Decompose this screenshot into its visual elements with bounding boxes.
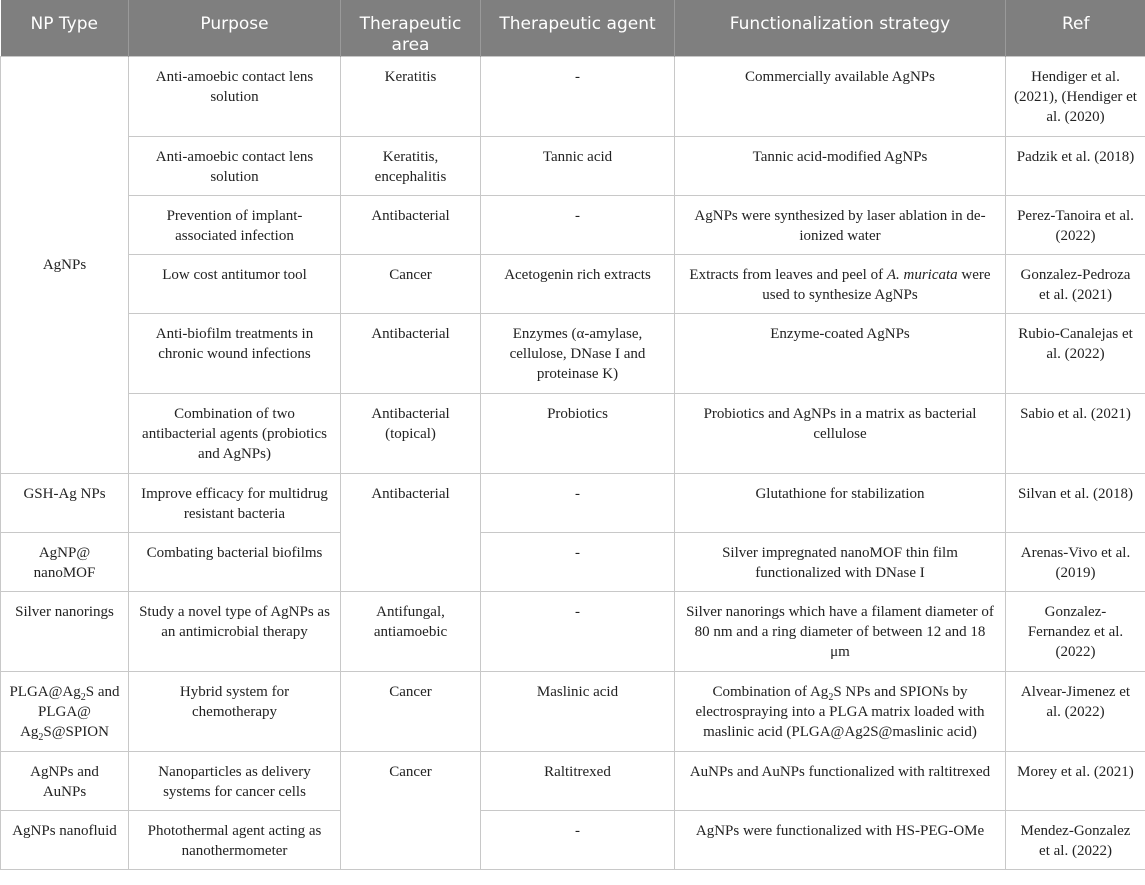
area-cell: Cancer (341, 255, 481, 314)
np-type-cell: Silver nanorings (1, 592, 129, 672)
agent-cell: Probiotics (481, 394, 675, 474)
purpose-cell: Photothermal agent acting as nanothermometer (129, 811, 341, 870)
area-cell: Antibacterial (341, 474, 481, 592)
area-cell: Antifungal, antiamoebic (341, 592, 481, 672)
np-text: PLGA@Ag (9, 684, 81, 700)
purpose-cell: Combination of two antibacterial agents (probiotics and AgNPs) (129, 394, 341, 474)
header-therapeutic-agent: Therapeutic agent (481, 0, 675, 57)
table-row (1, 474, 1145, 533)
strategy-cell: Probiotics and AgNPs in a matrix as bacterial cellulose (675, 394, 1006, 474)
purpose-cell: Nanoparticles as delivery systems for cancer cells (129, 752, 341, 811)
ref-cell: Hendiger et al. (2021), (Hendiger et al. (2020) (1006, 57, 1145, 137)
header-np-type: NP Type (1, 0, 129, 57)
purpose-cell: Anti-amoebic contact lens solution (129, 137, 341, 196)
subscript: 2 (80, 692, 86, 703)
area-cell: Antibacterial (topical) (341, 394, 481, 474)
purpose-cell: Anti-amoebic contact lens solution (129, 57, 341, 137)
strategy-cell: Commercially available AgNPs (675, 57, 1006, 137)
ref-cell: Arenas-Vivo et al. (2019) (1006, 533, 1145, 592)
np-type-cell: AgNPs and AuNPs (1, 752, 129, 811)
ref-cell: Padzik et al. (2018) (1006, 137, 1145, 196)
table-row (1, 811, 1145, 870)
strategy-cell: AuNPs and AuNPs functionalized with raltitrexed (675, 752, 1006, 811)
ref-cell: Mendez-Gonzalez et al. (2022) (1006, 811, 1145, 870)
strategy-text: Extracts from leaves and peel of (689, 267, 887, 283)
agent-cell: Enzymes (α-amylase, cellulose, DNase I and proteinase K) (481, 314, 675, 394)
table-row (1, 672, 1145, 752)
purpose-cell: Hybrid system for chemotherapy (129, 672, 341, 752)
strategy-cell: Glutathione for stabilization (675, 474, 1006, 533)
table-row (1, 533, 1145, 592)
agent-cell: - (481, 592, 675, 672)
agent-cell: Acetogenin rich extracts (481, 255, 675, 314)
purpose-cell: Anti-biofilm treatments in chronic wound infections (129, 314, 341, 394)
strategy-cell: AgNPs were functionalized with HS-PEG-OMe (675, 811, 1006, 870)
table-row (1, 752, 1145, 811)
purpose-cell: Low cost antitumor tool (129, 255, 341, 314)
np-type-cell: AgNP@ nanoMOF (1, 533, 129, 592)
strategy-cell (675, 255, 1006, 314)
np-text: S@SPION (43, 724, 109, 740)
strategy-cell: Silver impregnated nanoMOF thin film functionalized with DNase I (675, 533, 1006, 592)
agent-cell: Tannic acid (481, 137, 675, 196)
agent-cell: - (481, 196, 675, 255)
ref-cell: Gonzalez-Pedroza et al. (2021) (1006, 255, 1145, 314)
header-purpose: Purpose (129, 0, 341, 57)
ref-cell: Perez-Tanoira et al. (2022) (1006, 196, 1145, 255)
table-row (1, 255, 1145, 314)
ref-cell: Alvear-Jimenez et al. (2022) (1006, 672, 1145, 752)
subscript: 2 (828, 692, 834, 703)
ref-cell: Gonzalez-Fernandez et al. (2022) (1006, 592, 1145, 672)
table-row (1, 394, 1145, 474)
strategy-cell: Enzyme-coated AgNPs (675, 314, 1006, 394)
subscript: 2 (38, 732, 44, 743)
header-row (1, 0, 1145, 57)
np-type-cell: AgNPs nanofluid (1, 811, 129, 870)
strategy-cell: Silver nanorings which have a filament diameter of 80 nm and a ring diameter of between 12 and 18 μm (675, 592, 1006, 672)
species-name: A. muricata (886, 267, 958, 283)
np-type-cell (1, 672, 129, 752)
area-cell: Keratitis (341, 57, 481, 137)
np-type-cell: GSH-Ag NPs (1, 474, 129, 533)
ref-cell: Rubio-Canalejas et al. (2022) (1006, 314, 1145, 394)
ref-cell: Morey et al. (2021) (1006, 752, 1145, 811)
strategy-text: Combination of Ag (712, 684, 829, 700)
agent-cell: - (481, 57, 675, 137)
area-cell: Antibacterial (341, 314, 481, 394)
table-row (1, 314, 1145, 394)
np-text: S and PLGA@ Ag (20, 684, 120, 740)
area-cell: Antibacterial (341, 196, 481, 255)
ref-cell: Sabio et al. (2021) (1006, 394, 1145, 474)
strategy-cell: AgNPs were synthesized by laser ablation in de-ionized water (675, 196, 1006, 255)
strategy-text: S NPs and SPIONs by electrospraying into a PLGA matrix loaded with maslinic acid (PLGA@Ag2S@maslinic acid) (695, 684, 985, 740)
agent-cell: - (481, 811, 675, 870)
area-cell: Keratitis, encephalitis (341, 137, 481, 196)
purpose-cell: Study a novel type of AgNPs as an antimicrobial therapy (129, 592, 341, 672)
agent-cell: - (481, 533, 675, 592)
strategy-text: were used to synthesize AgNPs (762, 267, 991, 303)
ref-cell: Silvan et al. (2018) (1006, 474, 1145, 533)
header-ref: Ref (1006, 0, 1145, 57)
table-row (1, 592, 1145, 672)
area-cell: Cancer (341, 672, 481, 752)
purpose-cell: Improve efficacy for multidrug resistant bacteria (129, 474, 341, 533)
table-row (1, 196, 1145, 255)
strategy-cell: Tannic acid-modified AgNPs (675, 137, 1006, 196)
purpose-cell: Combating bacterial biofilms (129, 533, 341, 592)
agent-cell: Raltitrexed (481, 752, 675, 811)
strategy-cell (675, 672, 1006, 752)
agent-cell: Maslinic acid (481, 672, 675, 752)
area-cell: Cancer (341, 752, 481, 870)
purpose-cell: Prevention of implant-associated infection (129, 196, 341, 255)
header-functionalization-strategy: Functionalization strategy (675, 0, 1006, 57)
table-row (1, 137, 1145, 196)
np-type-cell: AgNPs (1, 57, 129, 474)
table-row (1, 57, 1145, 137)
agent-cell: - (481, 474, 675, 533)
header-therapeutic-area: Therapeutic area (341, 0, 481, 57)
